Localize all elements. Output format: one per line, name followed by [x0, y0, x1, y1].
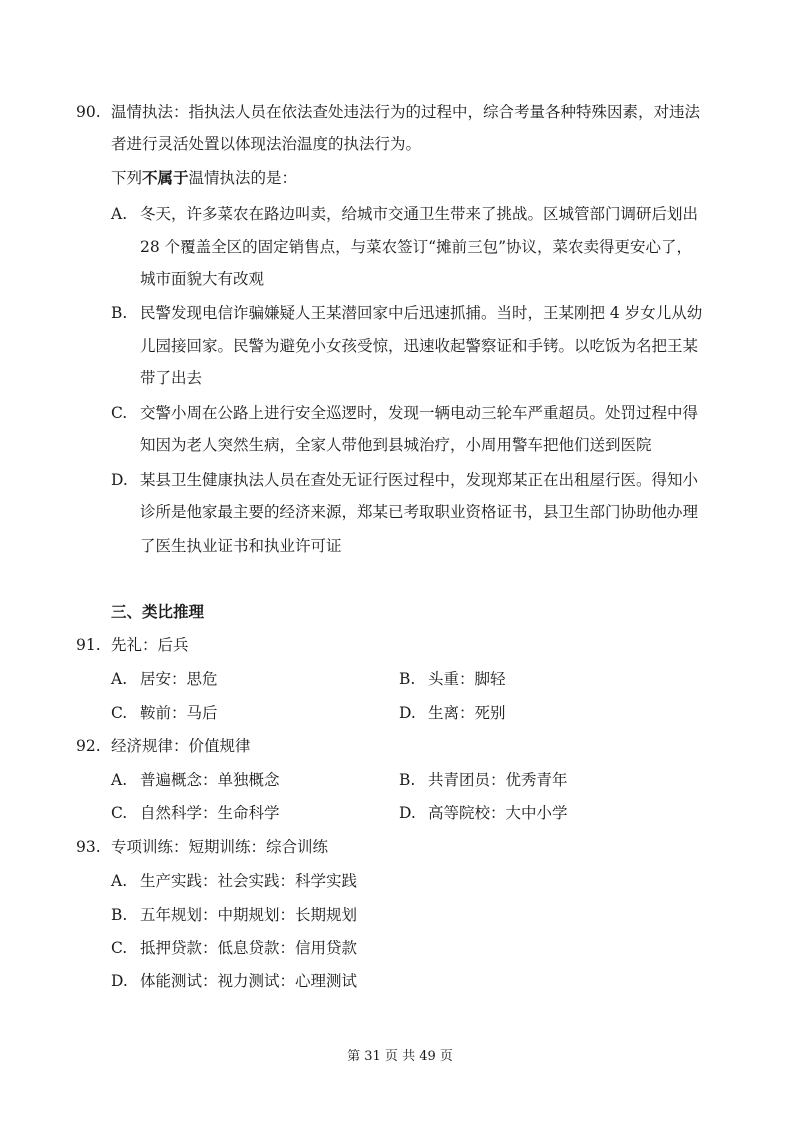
prompt-text: 下列 — [111, 169, 143, 187]
option-label: A. — [111, 670, 128, 688]
option-label: C. — [111, 404, 128, 422]
question-stem: 经济规律：价值规律 — [111, 737, 251, 755]
option-label: B. — [399, 670, 416, 688]
option-label: D. — [399, 704, 416, 722]
option-text: 居安：思危 — [140, 670, 218, 688]
question-prompt — [111, 167, 297, 189]
option-label: A. — [111, 771, 128, 789]
option-text: 高等院校：大中小学 — [428, 804, 568, 822]
question-stem: 先礼：后兵 — [111, 636, 189, 654]
option-text: 体能测试：视力测试：心理测试 — [140, 972, 358, 990]
question-number: 90. — [76, 103, 101, 121]
option-label: B. — [111, 304, 128, 322]
option-text: 抵押贷款：低息贷款：信用贷款 — [140, 939, 358, 957]
question-number: 92. — [76, 737, 101, 755]
option-text: 民警发现电信诈骗嫌疑人王某潜回家中后迅速抓捕。当时，王某刚把 4 岁女儿从幼 — [140, 304, 703, 322]
option-text: 诊所是他家最主要的经济来源，郑某已考取职业资格证书，县卫生部门协助他办理 — [140, 503, 699, 521]
section-heading: 三、类比推理 — [111, 602, 205, 621]
option-text: 儿园接回家。民警为避免小女孩受惊，迅速收起警察证和手铐。以吃饭为名把王某 — [140, 337, 699, 355]
option-label: D. — [111, 471, 128, 489]
option-text: 普遍概念：单独概念 — [140, 771, 280, 789]
option-text: 共青团员：优秀青年 — [428, 771, 568, 789]
option-text: 生离：死别 — [428, 704, 506, 722]
option-text: 知因为老人突然生病，全家人带他到县城治疗，小周用警车把他们送到医院 — [140, 436, 652, 454]
option-text: 自然科学：生命科学 — [140, 804, 280, 822]
question-number: 93. — [76, 838, 101, 856]
option-label: A. — [111, 872, 128, 890]
option-text: 了医生执业证书和执业许可证 — [140, 537, 342, 555]
option-text: 头重：脚轻 — [428, 670, 506, 688]
option-text: 城市面貌大有改观 — [140, 270, 265, 288]
option-label: C. — [111, 704, 128, 722]
option-text: 生产实践：社会实践：科学实践 — [140, 872, 358, 890]
prompt-text: 温情执法的是： — [188, 169, 298, 187]
question-stem: 专项训练：短期训练：综合训练 — [111, 838, 329, 856]
option-label: C. — [111, 939, 128, 957]
question-number: 91. — [76, 636, 101, 654]
option-label: D. — [111, 972, 128, 990]
page-footer: 第 31 页 共 49 页 — [347, 1049, 453, 1064]
option-label: C. — [111, 804, 128, 822]
option-text: 带了出去 — [140, 369, 203, 387]
option-text: 某县卫生健康执法人员在查处无证行医过程中，发现郑某正在出租屋行医。得知小 — [140, 471, 699, 489]
option-text: 鞍前：马后 — [140, 704, 218, 722]
option-label: D. — [399, 804, 416, 822]
option-label: B. — [399, 771, 416, 789]
option-label: B. — [111, 906, 128, 924]
option-text: 五年规划：中期规划：长期规划 — [140, 906, 358, 924]
option-text: 交警小周在公路上进行安全巡逻时，发现一辆电动三轮车严重超员。处罚过程中得 — [140, 404, 699, 422]
option-label: A. — [111, 205, 128, 223]
option-text: 冬天，许多菜农在路边叫卖，给城市交通卫生带来了挑战。区城管部门调研后划出 — [140, 205, 699, 223]
question-stem: 温情执法：指执法人员在依法查处违法行为的过程中，综合考量各种特殊因素，对违法 — [111, 103, 701, 121]
prompt-emphasis: 不属于 — [142, 168, 189, 187]
question-stem: 者进行灵活处置以体现法治温度的执法行为。 — [111, 135, 422, 153]
option-text: 28 个覆盖全区的固定销售点，与菜农签订“摊前三包”协议，菜农卖得更安心了， — [140, 238, 693, 256]
